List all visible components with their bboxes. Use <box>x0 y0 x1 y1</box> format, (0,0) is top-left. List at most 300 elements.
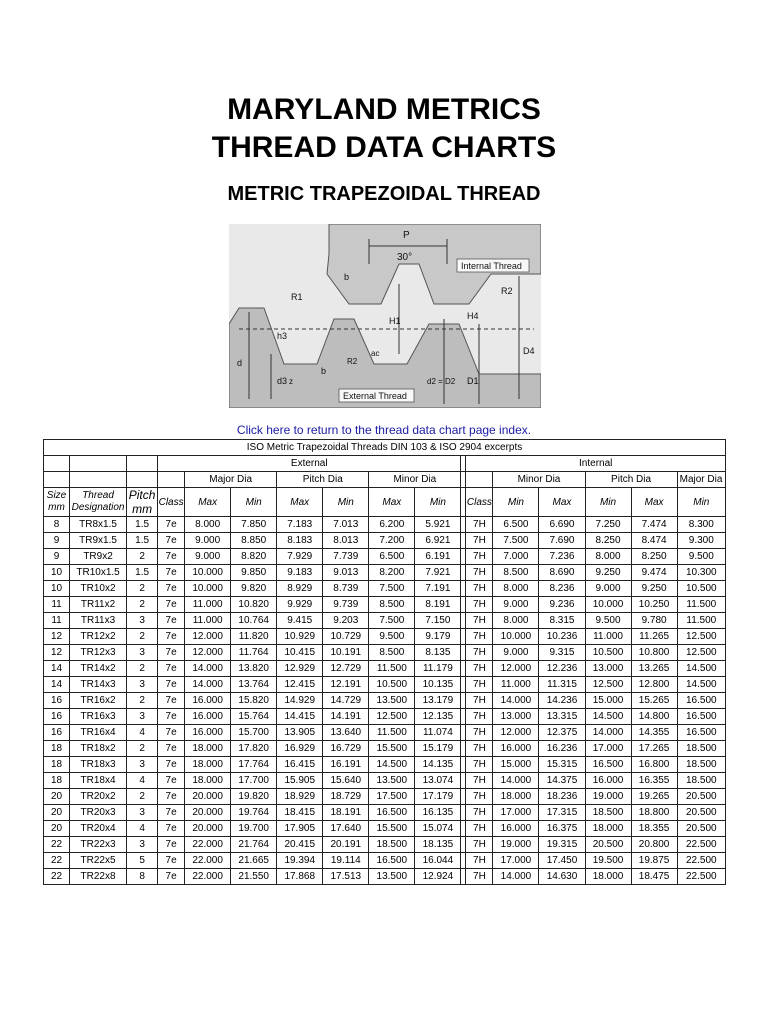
table-cell: 12.929 <box>277 661 323 677</box>
table-cell: 17.450 <box>539 853 585 869</box>
table-cell: 7e <box>158 869 185 885</box>
table-cell: 10.929 <box>277 629 323 645</box>
table-cell: TR20x3 <box>70 805 127 821</box>
int-class-header: Class <box>466 488 493 517</box>
table-cell: 7e <box>158 533 185 549</box>
table-cell: TR12x2 <box>70 629 127 645</box>
table-cell: 2 <box>127 597 158 613</box>
table-cell: 11.500 <box>369 661 415 677</box>
int-major-dia-header: Major Dia <box>677 472 725 488</box>
table-cell: 16.500 <box>369 805 415 821</box>
table-cell: 14.000 <box>493 773 539 789</box>
table-cell: 5 <box>127 853 158 869</box>
table-row <box>44 869 726 885</box>
table-cell: 11.074 <box>415 725 461 741</box>
table-cell: 3 <box>127 805 158 821</box>
label-ac: ac <box>371 349 380 358</box>
table-cell: 7H <box>466 597 493 613</box>
table-cell: 8.690 <box>539 565 585 581</box>
table-row <box>44 853 726 869</box>
table-cell: 14.729 <box>323 693 369 709</box>
int-pitch-dia-header: Pitch Dia <box>585 472 677 488</box>
table-cell: 22.000 <box>185 853 231 869</box>
table-cell: 16.415 <box>277 757 323 773</box>
table-cell: 9 <box>44 533 70 549</box>
table-cell: 14.135 <box>415 757 461 773</box>
table-cell: 7H <box>466 853 493 869</box>
table-cell: 14.000 <box>585 725 631 741</box>
table-cell: 11.500 <box>677 597 725 613</box>
table-cell: 7H <box>466 613 493 629</box>
table-cell: 17.000 <box>493 853 539 869</box>
table-cell: 8.200 <box>369 565 415 581</box>
table-cell: 7e <box>158 709 185 725</box>
table-cell: 14.355 <box>631 725 677 741</box>
return-to-index-link[interactable]: Click here to return to the thread data chart page index. <box>236 423 532 437</box>
table-cell: 17.000 <box>493 805 539 821</box>
size-header: Size mm <box>44 488 70 517</box>
table-cell: 18.500 <box>369 837 415 853</box>
int-minor-max-header: Max <box>539 488 585 517</box>
table-cell: 22.000 <box>185 869 231 885</box>
table-cell: TR12x3 <box>70 645 127 661</box>
table-cell: 18.000 <box>585 821 631 837</box>
table-cell: 16.000 <box>185 693 231 709</box>
table-cell: 18.000 <box>585 869 631 885</box>
table-cell: 12.236 <box>539 661 585 677</box>
table-cell: 18.000 <box>185 773 231 789</box>
table-cell: 7e <box>158 741 185 757</box>
table-cell: 6.500 <box>493 517 539 533</box>
table-cell: 12.729 <box>323 661 369 677</box>
table-cell: TR16x3 <box>70 709 127 725</box>
table-cell: 8.300 <box>677 517 725 533</box>
page-title-line2: THREAD DATA CHARTS <box>211 131 557 164</box>
table-cell: 18 <box>44 741 70 757</box>
label-r1: R1 <box>291 292 303 302</box>
table-cell: 12.000 <box>185 629 231 645</box>
table-cell: 13.179 <box>415 693 461 709</box>
table-cell: 9.013 <box>323 565 369 581</box>
table-cell: 12.800 <box>631 677 677 693</box>
label-d: d <box>237 358 243 368</box>
table-row <box>44 581 726 597</box>
table-row <box>44 517 726 533</box>
table-cell: 9.236 <box>539 597 585 613</box>
table-cell: 14.415 <box>277 709 323 725</box>
table-cell: 18.475 <box>631 869 677 885</box>
table-cell: 8.474 <box>631 533 677 549</box>
table-cell: 12.500 <box>369 709 415 725</box>
table-cell: TR22x3 <box>70 837 127 853</box>
table-cell: 21.764 <box>231 837 277 853</box>
table-cell: 15.500 <box>369 821 415 837</box>
table-cell: 7e <box>158 677 185 693</box>
table-cell: 18 <box>44 757 70 773</box>
table-cell: 7H <box>466 693 493 709</box>
table-cell: 2 <box>127 741 158 757</box>
table-cell: 11.820 <box>231 629 277 645</box>
table-cell: 17.905 <box>277 821 323 837</box>
table-cell: 17.265 <box>631 741 677 757</box>
table-cell: 7.474 <box>631 517 677 533</box>
table-cell: 16.500 <box>585 757 631 773</box>
table-cell: 10.135 <box>415 677 461 693</box>
table-cell: 19.500 <box>585 853 631 869</box>
table-cell: 3 <box>127 645 158 661</box>
ext-minor-max-header: Max <box>369 488 415 517</box>
table-cell: 22 <box>44 869 70 885</box>
ext-major-min-header: Min <box>231 488 277 517</box>
table-cell: 7.850 <box>231 517 277 533</box>
label-h1: H1 <box>389 316 401 326</box>
table-cell: 18.236 <box>539 789 585 805</box>
table-cell: 14 <box>44 677 70 693</box>
table-cell: 4 <box>127 725 158 741</box>
table-cell: 14.800 <box>631 709 677 725</box>
table-cell: 10.000 <box>185 581 231 597</box>
label-d3: d3 <box>277 376 288 386</box>
table-cell: 7e <box>158 581 185 597</box>
table-cell: 7e <box>158 805 185 821</box>
table-cell: 6.921 <box>415 533 461 549</box>
table-cell: TR18x2 <box>70 741 127 757</box>
table-cell: 15.179 <box>415 741 461 757</box>
table-cell: 17.000 <box>585 741 631 757</box>
table-cell: 2 <box>127 629 158 645</box>
table-cell: 7.150 <box>415 613 461 629</box>
table-cell: 14.500 <box>677 661 725 677</box>
table-cell: 11.179 <box>415 661 461 677</box>
pitch-header: Pitch mm <box>127 488 158 517</box>
table-cell: 12.924 <box>415 869 461 885</box>
table-row <box>44 677 726 693</box>
table-cell: 8.135 <box>415 645 461 661</box>
table-cell: 3 <box>127 709 158 725</box>
table-cell: 18.500 <box>677 741 725 757</box>
table-cell: 10.820 <box>231 597 277 613</box>
table-cell: TR18x3 <box>70 757 127 773</box>
table-cell: 9.739 <box>323 597 369 613</box>
label-d4: D4 <box>523 346 535 356</box>
table-cell: 21.665 <box>231 853 277 869</box>
table-cell: 8.250 <box>585 533 631 549</box>
table-cell: 9.000 <box>585 581 631 597</box>
table-row <box>44 757 726 773</box>
table-cell: 16.000 <box>185 725 231 741</box>
table-cell: 11.764 <box>231 645 277 661</box>
table-cell: 7.929 <box>277 549 323 565</box>
table-cell: 8.000 <box>493 581 539 597</box>
table-cell: 7.500 <box>369 581 415 597</box>
table-cell: TR10x1.5 <box>70 565 127 581</box>
label-external-thread: External Thread <box>343 391 407 401</box>
table-cell: 20.500 <box>677 789 725 805</box>
table-cell: 12.000 <box>493 661 539 677</box>
table-cell: 6.200 <box>369 517 415 533</box>
table-cell: 14.191 <box>323 709 369 725</box>
table-cell: 7H <box>466 661 493 677</box>
table-cell: 7.200 <box>369 533 415 549</box>
ext-class-header: Class <box>158 488 185 517</box>
table-cell: 15.764 <box>231 709 277 725</box>
table-cell: 4 <box>127 821 158 837</box>
table-cell: 7e <box>158 773 185 789</box>
table-cell: 20 <box>44 789 70 805</box>
table-cell: 11.500 <box>369 725 415 741</box>
table-row <box>44 549 726 565</box>
table-cell: 12.415 <box>277 677 323 693</box>
table-cell: 7e <box>158 853 185 869</box>
table-cell: 16.236 <box>539 741 585 757</box>
table-cell: 16.500 <box>677 693 725 709</box>
table-cell: 20.000 <box>185 821 231 837</box>
table-cell: 17.764 <box>231 757 277 773</box>
table-cell: 7H <box>466 677 493 693</box>
table-cell: 17.513 <box>323 869 369 885</box>
label-d1: D1 <box>467 376 479 386</box>
ext-pitch-dia-header: Pitch Dia <box>277 472 369 488</box>
table-cell: 16.000 <box>585 773 631 789</box>
table-cell: 19.000 <box>493 837 539 853</box>
table-row <box>44 821 726 837</box>
table-row <box>44 709 726 725</box>
table-cell: 8.500 <box>369 597 415 613</box>
table-cell: TR8x1.5 <box>70 517 127 533</box>
label-z: z <box>289 377 293 386</box>
table-cell: 7H <box>466 565 493 581</box>
table-row <box>44 565 726 581</box>
table-cell: 7H <box>466 741 493 757</box>
table-cell: 20.500 <box>677 821 725 837</box>
table-cell: 15.905 <box>277 773 323 789</box>
table-cell: 12.135 <box>415 709 461 725</box>
table-cell: 14.000 <box>185 661 231 677</box>
table-cell: 18.800 <box>631 805 677 821</box>
table-cell: 22.500 <box>677 869 725 885</box>
table-cell: 17.315 <box>539 805 585 821</box>
table-cell: 16.500 <box>677 709 725 725</box>
table-cell: 8.236 <box>539 581 585 597</box>
table-cell: 17.179 <box>415 789 461 805</box>
table-cell: 10.415 <box>277 645 323 661</box>
table-cell: 6.191 <box>415 549 461 565</box>
table-cell: TR20x2 <box>70 789 127 805</box>
table-cell: 2 <box>127 789 158 805</box>
table-row <box>44 805 726 821</box>
table-cell: 8.820 <box>231 549 277 565</box>
table-cell: 16.044 <box>415 853 461 869</box>
table-cell: TR10x2 <box>70 581 127 597</box>
table-cell: 1.5 <box>127 565 158 581</box>
table-cell: 22 <box>44 853 70 869</box>
table-cell: 19.700 <box>231 821 277 837</box>
table-cell: 18.135 <box>415 837 461 853</box>
table-cell: 7H <box>466 869 493 885</box>
table-cell: 16.375 <box>539 821 585 837</box>
external-group-header: External <box>158 456 461 472</box>
table-cell: 17.640 <box>323 821 369 837</box>
table-cell: TR14x3 <box>70 677 127 693</box>
table-cell: 20.500 <box>677 805 725 821</box>
table-cell: 7H <box>466 533 493 549</box>
table-cell: 15.500 <box>369 741 415 757</box>
trapezoidal-thread-diagram <box>229 224 541 408</box>
table-cell: 7H <box>466 645 493 661</box>
table-cell: 8.500 <box>493 565 539 581</box>
ext-minor-dia-header: Minor Dia <box>369 472 461 488</box>
table-cell: 18.500 <box>585 805 631 821</box>
table-cell: 14 <box>44 661 70 677</box>
table-cell: 13.500 <box>369 773 415 789</box>
table-cell: 8.850 <box>231 533 277 549</box>
table-row <box>44 533 726 549</box>
table-cell: 15.700 <box>231 725 277 741</box>
table-row <box>44 837 726 853</box>
table-cell: 7.500 <box>493 533 539 549</box>
table-cell: 1.5 <box>127 517 158 533</box>
table-cell: 9.179 <box>415 629 461 645</box>
table-cell: 9.500 <box>585 613 631 629</box>
table-cell: 19.000 <box>585 789 631 805</box>
table-cell: 20.191 <box>323 837 369 853</box>
table-cell: 7e <box>158 693 185 709</box>
table-cell: 11.000 <box>185 613 231 629</box>
table-cell: 10 <box>44 581 70 597</box>
table-cell: 7e <box>158 661 185 677</box>
table-cell: 7.690 <box>539 533 585 549</box>
ext-major-max-header: Max <box>185 488 231 517</box>
table-cell: 18.415 <box>277 805 323 821</box>
table-cell: 7e <box>158 629 185 645</box>
table-cell: 9.203 <box>323 613 369 629</box>
table-cell: 11.500 <box>677 613 725 629</box>
table-cell: 10.000 <box>493 629 539 645</box>
table-cell: 10.500 <box>369 677 415 693</box>
table-cell: 15.820 <box>231 693 277 709</box>
table-cell: TR20x4 <box>70 821 127 837</box>
table-cell: 15.640 <box>323 773 369 789</box>
table-cell: TR9x2 <box>70 549 127 565</box>
table-cell: 9.183 <box>277 565 323 581</box>
label-b-lower: b <box>321 366 327 376</box>
table-cell: TR11x3 <box>70 613 127 629</box>
table-cell: 18.000 <box>185 741 231 757</box>
internal-group-header: Internal <box>466 456 726 472</box>
table-cell: 7H <box>466 821 493 837</box>
table-cell: 9.000 <box>185 549 231 565</box>
table-cell: 3 <box>127 757 158 773</box>
table-cell: 20 <box>44 805 70 821</box>
table-cell: 16 <box>44 725 70 741</box>
table-cell: 7H <box>466 773 493 789</box>
table-cell: 9.000 <box>185 533 231 549</box>
table-row <box>44 597 726 613</box>
table-cell: 9.250 <box>585 565 631 581</box>
table-cell: 8.250 <box>631 549 677 565</box>
table-cell: TR9x1.5 <box>70 533 127 549</box>
table-cell: 17.820 <box>231 741 277 757</box>
table-cell: 7H <box>466 725 493 741</box>
table-cell: 7e <box>158 757 185 773</box>
table-cell: 16.135 <box>415 805 461 821</box>
table-cell: 9.250 <box>631 581 677 597</box>
table-cell: 13.000 <box>493 709 539 725</box>
table-cell: 15.074 <box>415 821 461 837</box>
table-cell: 7H <box>466 517 493 533</box>
table-cell: 11.000 <box>493 677 539 693</box>
table-cell: 16.000 <box>185 709 231 725</box>
table-cell: TR11x2 <box>70 597 127 613</box>
table-cell: 9.780 <box>631 613 677 629</box>
table-cell: 7.921 <box>415 565 461 581</box>
table-cell: 7e <box>158 613 185 629</box>
table-cell: 7.250 <box>585 517 631 533</box>
table-cell: 2 <box>127 693 158 709</box>
table-cell: 3 <box>127 837 158 853</box>
table-cell: 12.500 <box>677 645 725 661</box>
table-cell: 7H <box>466 629 493 645</box>
table-cell: 12 <box>44 629 70 645</box>
table-cell: 2 <box>127 581 158 597</box>
table-cell: 17.700 <box>231 773 277 789</box>
int-pitch-max-header: Max <box>631 488 677 517</box>
table-cell: 18.929 <box>277 789 323 805</box>
table-cell: 2 <box>127 549 158 565</box>
table-cell: 16.500 <box>677 725 725 741</box>
table-cell: 7e <box>158 565 185 581</box>
table-cell: TR16x4 <box>70 725 127 741</box>
table-cell: 8.191 <box>415 597 461 613</box>
table-cell: 12.375 <box>539 725 585 741</box>
table-row <box>44 629 726 645</box>
table-cell: 7e <box>158 597 185 613</box>
table-cell: 13.265 <box>631 661 677 677</box>
table-cell: 13.315 <box>539 709 585 725</box>
table-cell: 10.250 <box>631 597 677 613</box>
table-cell: 7H <box>466 789 493 805</box>
int-minor-dia-header: Minor Dia <box>493 472 585 488</box>
table-cell: 13.905 <box>277 725 323 741</box>
int-major-min-header: Min <box>677 488 725 517</box>
table-cell: 14.500 <box>369 757 415 773</box>
table-cell: 7H <box>466 709 493 725</box>
table-cell: 9.315 <box>539 645 585 661</box>
table-cell: 14.000 <box>493 869 539 885</box>
table-cell: 7.739 <box>323 549 369 565</box>
table-cell: 20 <box>44 821 70 837</box>
table-cell: 7.013 <box>323 517 369 533</box>
label-r2: R2 <box>501 286 513 296</box>
table-cell: 7H <box>466 581 493 597</box>
label-d2: d2 = D2 <box>427 377 456 386</box>
table-cell: 9.000 <box>493 597 539 613</box>
table-caption: ISO Metric Trapezoidal Threads DIN 103 & ISO 2904 excerpts <box>44 440 726 456</box>
table-cell: 4 <box>127 773 158 789</box>
table-cell: 7e <box>158 821 185 837</box>
table-cell: 20.800 <box>631 837 677 853</box>
table-cell: 19.764 <box>231 805 277 821</box>
table-cell: 16.000 <box>493 821 539 837</box>
table-cell: 20.415 <box>277 837 323 853</box>
table-cell: 8.739 <box>323 581 369 597</box>
table-row <box>44 789 726 805</box>
table-cell: 18.729 <box>323 789 369 805</box>
ext-major-dia-header: Major Dia <box>185 472 277 488</box>
table-cell: 18.355 <box>631 821 677 837</box>
table-cell: 18.000 <box>185 757 231 773</box>
table-cell: 9.820 <box>231 581 277 597</box>
